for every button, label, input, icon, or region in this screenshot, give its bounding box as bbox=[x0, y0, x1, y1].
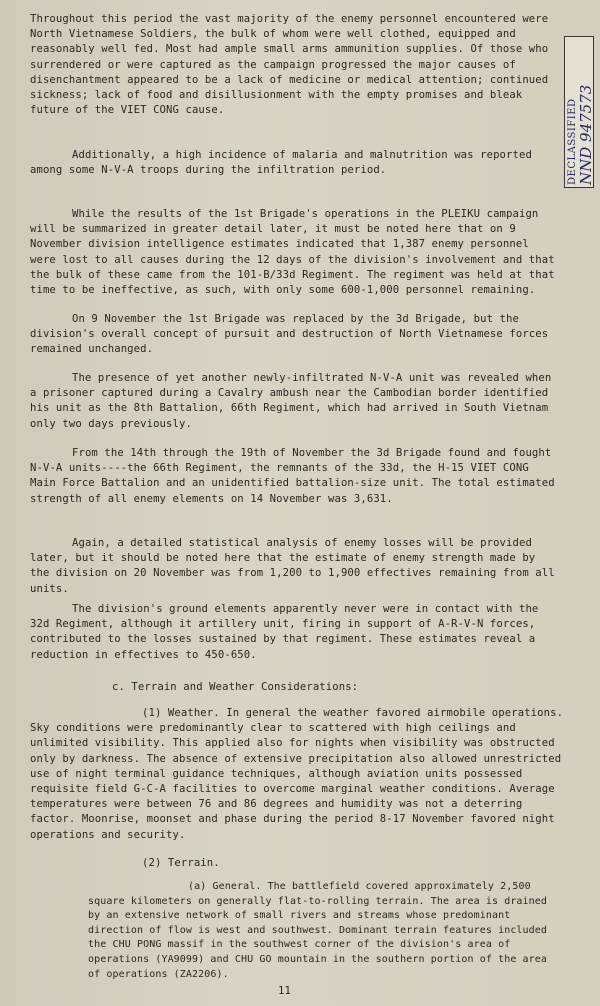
section-heading-terrain-weather: c. Terrain and Weather Considerations: bbox=[112, 681, 359, 693]
declassified-stamp bbox=[564, 36, 594, 188]
paragraph-enemy-personnel: Throughout this period the vast majority of the enemy personnel encountered were North Vietnamese Soldiers, the bulk of whom were well clothed, equipped and reasonably well fed. Most had ample small arms ammunition supplies. Of those who surrendered or were captured as the campaign progressed the major causes of disenchantment appeared to be a lack of medicine or medical attention; continued sickness; lack of food and disillusionment with the empty promises and bleak future of the VIET CONG cause. bbox=[30, 13, 549, 117]
subheading-terrain: (2) Terrain. bbox=[142, 857, 220, 869]
paragraph-enemy-losses: Again, a detailed statistical analysis of enemy losses will be provided later, but it should be noted here that the estimate of enemy strength made by the division on 20 November was from 1,200 to 1,900 effectives remaining from all units. bbox=[30, 537, 555, 595]
paragraph-66th-regiment: From the 14th through the 19th of November the 3d Brigade found and fought N-V-A units----the 66th Regiment, the remnants of the 33d, the H-15 VIET CONG Main Force Battalion and an unidentified battalion-size unit. The total estimated strength of all enemy elements on 14 November was 3,631. bbox=[30, 447, 555, 505]
paragraph-32d-regiment: The division's ground elements apparently never were in contact with the 32d Regiment, although it artillery unit, firing in support of A-R-V-N forces, contributed to the losses sustained by that regiment. These estimates reveal a reduction in effectives to 450-650. bbox=[30, 603, 539, 661]
paragraph-third-brigade: On 9 November the 1st Brigade was replaced by the 3d Brigade, but the division's overall concept of pursuit and destruction of North Vietnamese forces remained unchanged. bbox=[30, 313, 549, 356]
paragraph-terrain-general: (a) General. The battlefield covered approximately 2,500 square kilometers on generally flat-to-rolling terrain. The area is drained by an extensive network of small rivers and streams whose predominant direction of flow is west and southwest. Dominant terrain features included the CHU PONG massif in the southwest corner of the division's area of operations (YA9099) and CHU GO mountain in the southern portion of the area of operations (ZA2206). bbox=[88, 881, 548, 980]
paragraph-weather: (1) Weather. In general the weather favored airmobile operations. Sky conditions were predominantly clear to scattered with high ceilings and unlimited visibility. This applied also for nights when visibility was obstructed only by darkness. The absence of extensive precipitation also allowed unrestricted use of night terminal guidance techniques, although aviation units possessed requisite field G-C-A facilities to overcome marginal weather conditions. Average temperatures were between 76 and 86 degrees and humidity was not a deterring factor. Moonrise, moonset and phase during the period 8-17 November favored night operations and security. bbox=[30, 707, 564, 841]
stamp-line-authority: NND 947573 bbox=[577, 84, 595, 185]
stamp-line-declassified: DECLASSIFIED bbox=[567, 98, 578, 185]
paragraph-first-brigade: While the results of the 1st Brigade's operations in the PLEIKU campaign will be summarized in greater detail later, it must be noted here that on 9 November division intelligence estimates indicated that 1,387 enemy personnel were lost to all causes during the 12 days of the division's involvement and that the bulk of these came from the 101-B/33d Regiment. The regiment was held at that time to be ineffective, as such, with only some 600-1,000 personnel remaining. bbox=[30, 208, 555, 297]
page-number: 11 bbox=[278, 985, 291, 997]
paragraph-8th-battalion: The presence of yet another newly-infiltrated N-V-A unit was revealed when a prisoner captured during a Cavalry ambush near the Cambodian border identified his unit as the 8th Battalion, 66th Regiment, which had arrived in South Vietnam only two days previously. bbox=[30, 372, 552, 430]
paragraph-malaria: Additionally, a high incidence of malaria and malnutrition was reported among some N-V-A troops during the infiltration period. bbox=[30, 149, 532, 177]
